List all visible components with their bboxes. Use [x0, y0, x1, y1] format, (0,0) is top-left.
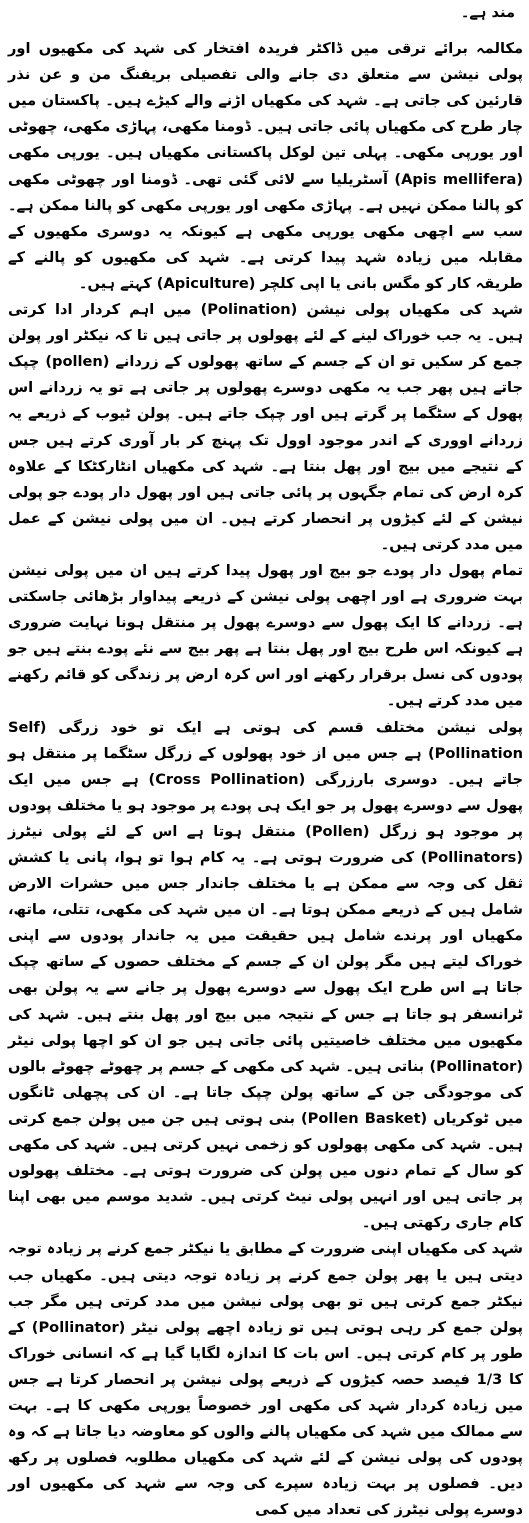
- paragraph-pollination-role: شہد کی مکھیاں پولی نیشن (Polination) میں اہم کردار ادا کرتی ہیں۔ یہ جب خوراک لینے کے لئے پھولوں پر جاتی ہیں تا کہ نیکٹر اور پولن جمع کر سکیں تو ان کے جسم کے ساتھ پھولوں کے زردانے (pollen) چپک جاتے ہیں پھر جب یہ مکھی دوسرے پھولوں پر جاتی ہے تو یہ زردانے اس پھول کے سٹگما پر گرتے ہیں اور چپک جاتے ہیں۔ پولن ٹیوب کے ذریعے یہ زردانے اووری کے اندر موجود اوول تک پہنچ کر بار آوری کرتے ہیں جس کے نتیجے میں بیج اور پھل بنتا ہے۔ شہد کی مکھیاں انٹارکٹکا کے علاوہ کرہ ارض کی تمام جگہوں پر پائی جاتی ہیں اور پھول دار پودے جو پولی نیشن کے لئے کیڑوں پر انحصار کرتے ہیں۔ ان میں پولی نیشن کے عمل میں مدد کرتی ہیں۔: [8, 301, 524, 553]
- opening-line: مند ہے۔: [460, 4, 515, 21]
- paragraph-nectar-pollen: شہد کی مکھیاں اپنی ضرورت کے مطابق یا نیکٹر جمع کرنے پر زیادہ توجہ دیتی ہیں یا پھر پولن جمع کرنے پر زیادہ توجہ دیتی ہیں۔ مکھیاں جب نیکٹر جمع کرتی ہیں تو بھی پولی نیشن میں مدد کرتی ہیں مگر جب پولن جمع کر رہی ہوتی ہیں تو زیادہ اچھے پولی نیٹر (Pollinator) کے طور پر کام کرتی ہیں۔ اس بات کا اندازہ لگایا گیا ہے کہ انسانی خوراک کا 1/3 فیصد حصہ کیڑوں کے ذریعے پولی نیشن پر انحصار کرتا ہے جس میں زیادہ کردار شہد کی مکھی اور خصوصاً یورپی مکھی کا ہے۔ بہت سے ممالک میں شہد کی مکھیاں پالنے والوں کو معاوضہ دیا جاتا ہے کہ وہ پودوں کی پولی نیشن کے لئے شہد کی مکھیاں مطلوبہ فصلوں پر رکھ دیں۔ فصلوں پر بہت زیادہ سپرے کی وجہ سے شہد کی مکھیوں اور دوسرے پولی نیٹرز کی تعداد میں کمی: [8, 1240, 523, 1519]
- paragraph-pollination-types: پولی نیشن مختلف قسم کی ہوتی ہے ایک تو خود زرگی (Self Pollination) ہے جس میں از خود پھولوں کے زرگل سٹگما پر منتقل ہو جاتے ہیں۔ دوسری بارزرگی (Cross Pollination) ہے جس میں ایک پھول سے دوسرے پھول پر جو ایک ہی پودے پر موجود ہو یا مختلف پودوں پر موجود ہو زرگل (Pollen) منتقل ہوتا ہے اس کے لئے پولی نیٹرز (Pollinators) کی ضرورت ہوتی ہے۔ یہ کام ہوا تو ہوا، پانی یا کشش ثقل کی وجہ سے ممکن ہے یا مختلف جاندار جس میں حشرات الارض شامل ہیں کے ذریعے ممکن ہوتا ہے۔ ان میں شہد کی مکھی، تتلی، ماتھ، مکھیاں اور پرندے شامل ہیں حقیقت میں یہ جاندار پودوں سے اپنی خوراک لیتے ہیں مگر پولن ان کے جسم کے مختلف حصوں کے ساتھ چپک جاتا ہے اس طرح ایک پھول سے دوسرے پھول پر جانے سے یہ پولن بھی ٹرانسفر ہو جاتا ہے جس کے نتیجہ میں بیج اور پھل بنتے ہیں۔ شہد کی مکھیوں میں مختلف خاصیتیں پائی جاتی ہیں جو ان کو اچھا پولی نیٹر (Pollinator) بناتی ہیں۔ شہد کی مکھی کے جسم پر چھوٹے چھوٹے بالوں کی موجودگی جن کے ساتھ پولن چپک جاتا ہے۔ ان کی پچھلی ٹانگوں میں ٹوکریاں (Pollen Basket) بنی ہوتی ہیں جن میں پولن جمع کرتی ہیں۔ شہد کی مکھی پھولوں کو زخمی نہیں کرتی ہیں۔ شہد کی مکھی کو سال کے تمام دنوں میں پولن کی ضرورت ہوتی ہے۔ مختلف پھولوں پر جاتی ہیں اور انہیں پولی نیٹ کرتی ہیں۔ شدید موسم میں بھی اپنا کام جاری رکھتی ہیں۔: [8, 718, 523, 1232]
- paragraph-honeybee-types: مکالمہ برائے ترقی میں ڈاکٹر فریدہ افتخار کی شہد کی مکھیوں اور پولی نیشن سے متعلق دی جانے والی تفصیلی بریفنگ من و عن نذر قارئین کی جاتی ہے۔ شہد کی مکھیاں اڑنے والے کیڑے ہیں۔ پاکستان میں چار طرح کی مکھیاں پائی جاتی ہیں۔ ڈومنا مکھی، پہاڑی مکھی، چھوٹی اور یورپی مکھی۔ پہلی تین لوکل پاکستانی مکھیاں ہیں۔ یورپی مکھی (Apis mellifera) آسٹریلیا سے لائی گئی تھی۔ ڈومنا اور چھوٹی مکھی کو پالنا ممکن نہیں ہے۔ پہاڑی مکھی اور یورپی مکھی کو پالنا ممکن ہے۔ سب سے اچھی مکھی یورپی مکھی ہے کیونکہ یہ دوسری مکھیوں کے مقابلہ میں زیادہ شہد پیدا کرتی ہے۔ شہد کی مکھیوں کو پالنے کے طریقہ کار کو مگس بانی یا اپی کلچر (Apiculture) کہتے ہیں۔: [8, 40, 523, 292]
- paragraph-pollination-importance: تمام پھول دار پودے جو بیج اور پھول پیدا کرتے ہیں ان میں پولی نیشن بہت ضروری ہے اور اچھی پولی نیشن کے ذریعے پیداوار بڑھائی جاسکتی ہے۔ زردانے کا ایک پھول سے دوسرے پھول پر منتقل ہونا نہایت ضروری ہے کیونکہ اس طرح بیج اور پھل بنتا ہے پھر بیج سے نئے پودے بنتے ہیں جو پودوں کی نسل برقرار رکھنے اور اس کرہ ارض پر زندگی کو قائم رکھنے میں مدد کرتے ہیں۔: [8, 561, 523, 710]
- article-page: [8, 0, 524, 1519]
